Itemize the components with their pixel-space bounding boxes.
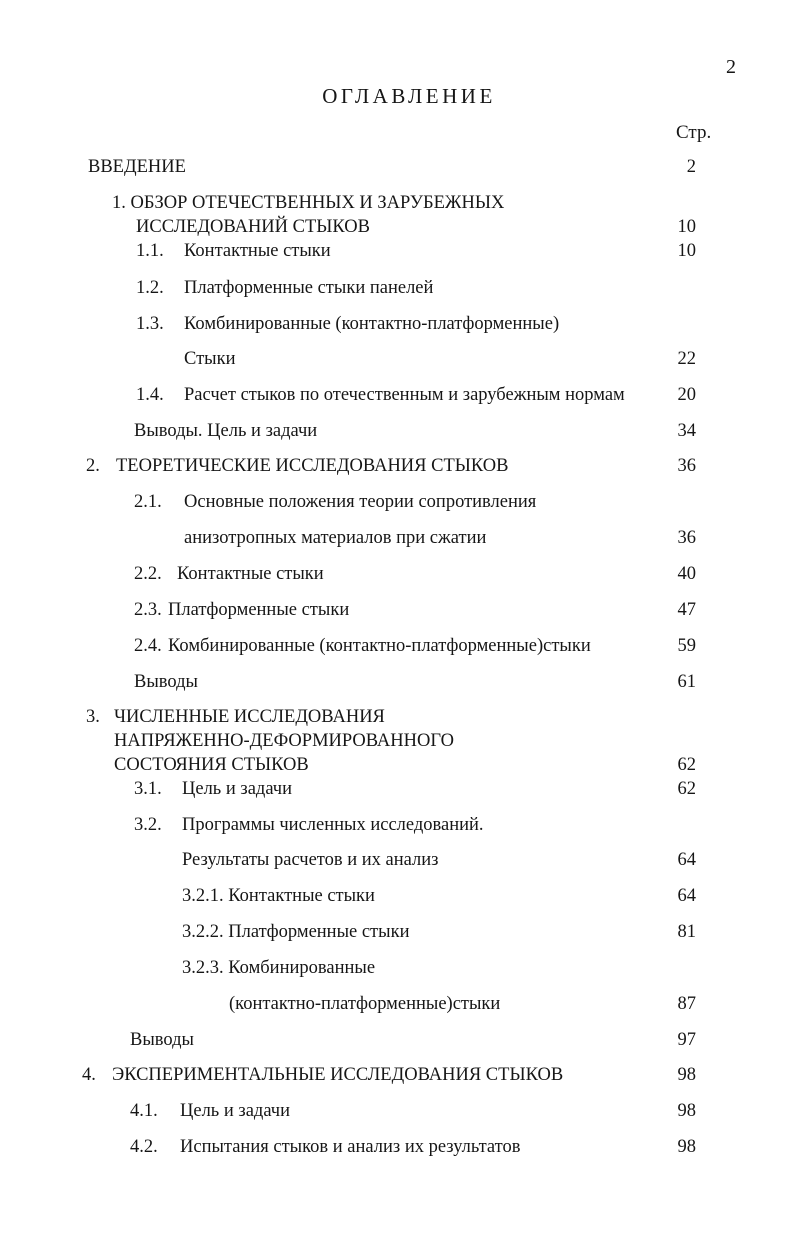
toc-entry-chapter-3[interactable] <box>86 708 385 727</box>
toc-entry-conclusions-3[interactable] <box>130 1031 194 1050</box>
toc-entry-number: 1. <box>112 193 126 213</box>
toc-page-number: 98 <box>677 1137 696 1157</box>
toc-entry-title: Платформенные стыки панелей <box>184 278 434 298</box>
toc-entry-number: 3.2.1. <box>182 886 224 906</box>
toc-page-number: 2 <box>686 157 696 177</box>
toc-page-number: 40 <box>677 564 696 584</box>
toc-entry-2-3[interactable] <box>134 601 349 620</box>
toc-entry-1-1[interactable] <box>136 242 331 261</box>
toc-entry-title: ОБЗОР ОТЕЧЕСТВЕННЫХ И ЗАРУБЕЖНЫХ <box>130 193 505 213</box>
toc-entry-title-continued: (контактно-платформенные)стыки <box>229 994 501 1014</box>
page-title: ОГЛАВЛЕНИЕ <box>322 84 496 108</box>
toc-page-number: 64 <box>677 850 696 870</box>
toc-entry-number: 2.2. <box>134 564 162 584</box>
toc-entry-number: 1.1. <box>136 241 164 261</box>
toc-entry-chapter-3-cont <box>114 732 454 751</box>
toc-entry-chapter-1[interactable] <box>112 194 504 213</box>
toc-entry-title: Контактные стыки <box>184 241 331 261</box>
toc-entry-chapter-1-cont <box>136 218 370 237</box>
toc-entry-title: ЭКСПЕРИМЕНТАЛЬНЫЕ ИССЛЕДОВАНИЯ СТЫКОВ <box>112 1065 564 1085</box>
toc-entry-chapter-3-cont2 <box>114 756 309 775</box>
toc-entry-number: 4. <box>82 1065 96 1085</box>
toc-entry-number: 4.1. <box>130 1101 158 1121</box>
toc-entry-3-2-1[interactable] <box>182 887 375 906</box>
toc-page-number: 22 <box>677 349 696 369</box>
toc-entry-3-2-cont <box>182 851 438 870</box>
page-column-label: Стр. <box>676 122 712 143</box>
toc-page-number: 81 <box>677 922 696 942</box>
toc-page-number: 34 <box>677 421 696 441</box>
toc-page-number: 10 <box>677 217 696 237</box>
toc-entry-4-1[interactable] <box>130 1102 290 1121</box>
toc-entry-number: 1.2. <box>136 278 164 298</box>
toc-entry-chapter-4[interactable] <box>82 1066 563 1085</box>
toc-entry-title: Расчет стыков по отечественным и зарубежным нормам <box>184 385 625 405</box>
toc-entry-title: Программы численных исследований. <box>182 815 484 835</box>
toc-entry-title: Комбинированные <box>228 958 376 978</box>
toc-entry-3-2[interactable] <box>134 816 484 835</box>
toc-entry-title: ЧИСЛЕННЫЕ ИССЛЕДОВАНИЯ <box>114 707 385 727</box>
toc-page-number: 98 <box>677 1101 696 1121</box>
toc-entry-2-1[interactable] <box>134 493 536 512</box>
toc-entry-4-2[interactable] <box>130 1138 520 1157</box>
toc-entry-title: Цель и задачи <box>182 779 292 799</box>
toc-entry-title-continued: Результаты расчетов и их анализ <box>182 850 439 870</box>
toc-entry-number: 3.2. <box>134 815 162 835</box>
toc-page-number: 87 <box>677 994 696 1014</box>
toc-entry-title-continued: Стыки <box>184 349 236 369</box>
toc-entry-title-continued: ИССЛЕДОВАНИЙ СТЫКОВ <box>136 217 370 237</box>
toc-entry-title: Платформенные стыки <box>168 600 350 620</box>
toc-entry-number: 1.4. <box>136 385 164 405</box>
toc-entry-number: 3.1. <box>134 779 162 799</box>
toc-entry-1-2[interactable] <box>136 279 433 298</box>
toc-entry-number: 3. <box>86 707 100 727</box>
toc-entry-number: 2. <box>86 456 100 476</box>
toc-entry-number: 1.3. <box>136 314 164 334</box>
toc-page-number: 97 <box>677 1030 696 1050</box>
toc-page-number: 62 <box>677 779 696 799</box>
toc-entry-title: Контактные стыки <box>228 886 375 906</box>
toc-entry-title: Основные положения теории сопротивления <box>184 492 537 512</box>
toc-entry-title: Платформенные стыки <box>228 922 410 942</box>
toc-page-number: 20 <box>677 385 696 405</box>
toc-page-number: 10 <box>677 241 696 261</box>
toc-page-number: 62 <box>677 755 696 775</box>
toc-entry-1-3-cont <box>184 350 236 369</box>
toc-page-number: 98 <box>677 1065 696 1085</box>
toc-entry-number: 2.3. <box>134 600 162 620</box>
toc-entry-title: ТЕОРЕТИЧЕСКИЕ ИССЛЕДОВАНИЯ СТЫКОВ <box>116 456 509 476</box>
toc-entry-3-1[interactable] <box>134 780 292 799</box>
toc-entry-number: 3.2.3. <box>182 958 224 978</box>
toc-entry-title: Цель и задачи <box>180 1101 290 1121</box>
toc-entry-title: Выводы <box>134 672 198 692</box>
toc-entry-title: Комбинированные (контактно-платформенные)стыки <box>168 636 591 656</box>
toc-entry-conclusions-2[interactable] <box>134 673 198 692</box>
toc-entry-title-continued: анизотропных материалов при сжатии <box>184 528 487 548</box>
toc-entry-title: Испытания стыков и анализ их результатов <box>180 1137 521 1157</box>
toc-page-number: 61 <box>677 672 696 692</box>
toc-page-number: 36 <box>677 528 696 548</box>
toc-entry-title: ВВЕДЕНИЕ <box>88 157 186 177</box>
toc-page-number: 59 <box>677 636 696 656</box>
toc-entry-1-4[interactable] <box>136 386 625 405</box>
toc-entry-title: Выводы. Цель и задачи <box>134 421 318 441</box>
toc-entry-3-2-3[interactable] <box>182 959 375 978</box>
toc-page-number: 36 <box>677 456 696 476</box>
toc-page-number: 47 <box>677 600 696 620</box>
toc-page-number: 64 <box>677 886 696 906</box>
toc-entry-title: Комбинированные (контактно-платформенные) <box>184 314 560 334</box>
toc-entry-2-1-cont <box>184 529 486 548</box>
page-number: 2 <box>726 56 736 78</box>
toc-entry-number: 2.1. <box>134 492 162 512</box>
toc-entry-number: 4.2. <box>130 1137 158 1157</box>
toc-entry-title-continued: НАПРЯЖЕННО-ДЕФОРМИРОВАННОГО <box>114 731 454 751</box>
toc-entry-title: Выводы <box>130 1030 194 1050</box>
toc-entry-3-2-3-cont <box>229 995 500 1014</box>
toc-entry-introduction[interactable] <box>88 158 186 177</box>
toc-entry-2-4[interactable] <box>134 637 591 656</box>
toc-entry-chapter-2[interactable] <box>86 457 508 476</box>
toc-entry-number: 3.2.2. <box>182 922 224 942</box>
toc-entry-2-2[interactable] <box>134 565 324 584</box>
toc-entry-title-continued: СОСТОЯНИЯ СТЫКОВ <box>114 755 309 775</box>
toc-entry-title: Контактные стыки <box>177 564 324 584</box>
toc-entry-conclusions-1[interactable] <box>134 422 317 441</box>
toc-entry-number: 2.4. <box>134 636 162 656</box>
toc-entry-3-2-2[interactable] <box>182 923 409 942</box>
toc-entry-1-3[interactable] <box>136 315 559 334</box>
